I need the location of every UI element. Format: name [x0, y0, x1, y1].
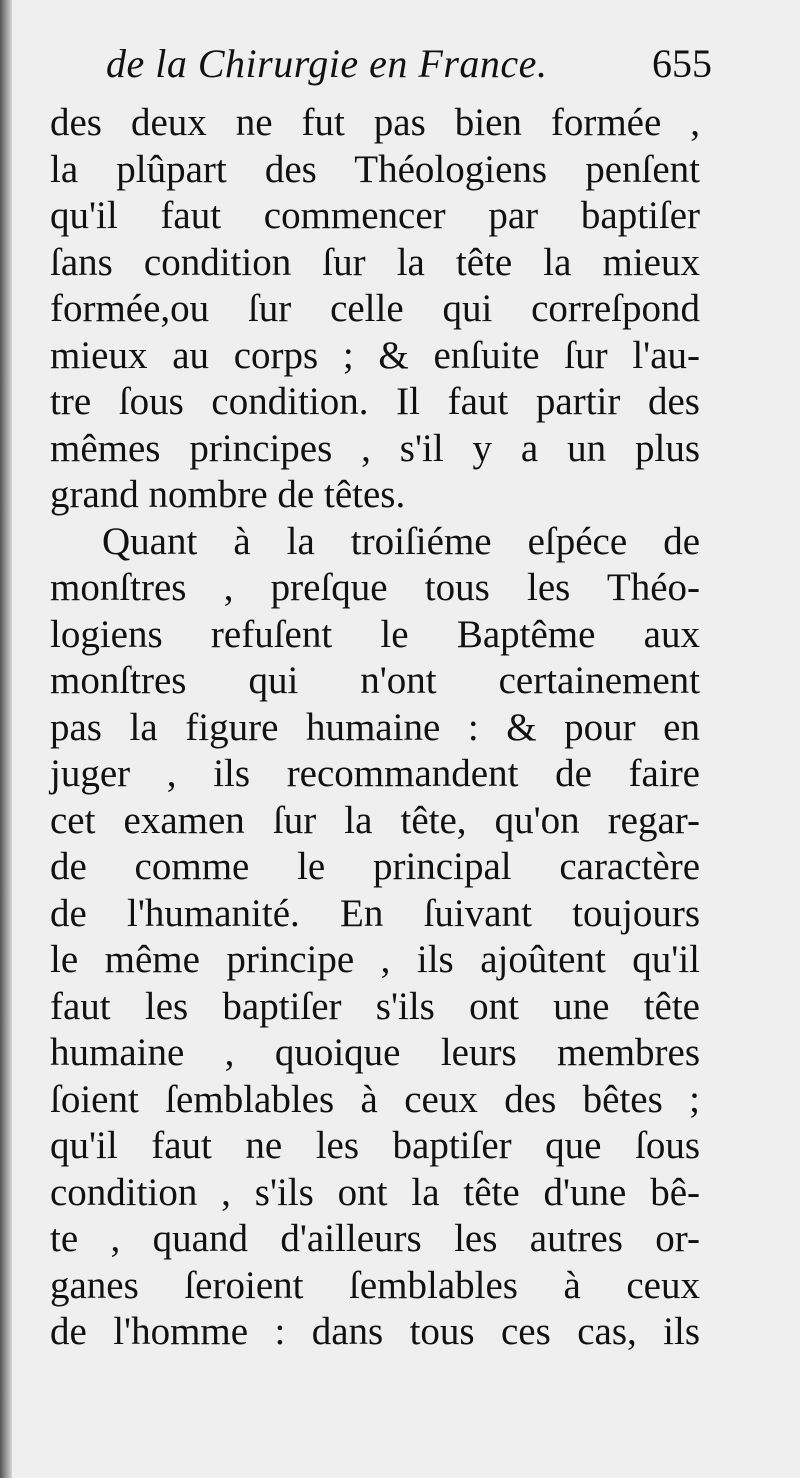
- text-line: juger , ils recommandent de faire: [50, 752, 700, 795]
- text-line: la plûpart des Théologiens penſent: [50, 147, 700, 191]
- text-line: ſoient ſemblables à ceux des bêtes ;: [50, 1077, 700, 1121]
- body-text: [50, 100, 700, 1356]
- text-line: de comme le principal caractère: [50, 845, 700, 888]
- text-line: qu'il faut commencer par baptiſer: [50, 194, 700, 237]
- text-line: monſtres qui n'ont certainement: [50, 659, 700, 702]
- text-line: des deux ne fut pas bien formée ,: [50, 101, 700, 144]
- text-line: grand nombre de têtes.: [50, 473, 406, 516]
- text-line: le même principe , ils ajoûtent qu'il: [50, 938, 700, 981]
- text-line: ſans condition ſur la tête la mieux: [50, 240, 700, 284]
- text-line: tre ſous condition. Il faut partir des: [50, 380, 700, 423]
- text-line: te , quand d'ailleurs les autres or-: [50, 1217, 700, 1260]
- text-line: ganes ſeroient ſemblables à ceux: [50, 1263, 700, 1307]
- text-line: monſtres , preſque tous les Théo-: [50, 566, 700, 609]
- text-line: de l'humanité. En ſuivant toujours: [50, 891, 700, 935]
- text-line: formée,ou ſur celle qui correſpond: [50, 287, 700, 330]
- paragraph-continued: [50, 100, 700, 519]
- text-line: qu'il faut ne les baptiſer que ſous: [50, 1124, 700, 1167]
- page-header: [106, 40, 712, 100]
- text-line: pas la figure humaine : & pour en: [50, 705, 700, 749]
- text-line: cet examen ſur la tête, qu'on regar-: [50, 798, 700, 842]
- page-number: 655: [652, 41, 712, 86]
- page-gutter: [0, 0, 12, 1478]
- text-line: mieux au corps ; & enſuite ſur l'au-: [50, 333, 700, 377]
- running-title: de la Chirurgie en France.: [106, 41, 548, 86]
- text-line: de l'homme : dans tous ces cas, ils: [50, 1310, 700, 1353]
- text-line: faut les baptiſer s'ils ont une tête: [50, 984, 700, 1028]
- text-line: Quant à la troiſiéme eſpéce de: [102, 519, 700, 563]
- text-line: humaine , quoique leurs membres: [50, 1031, 700, 1074]
- text-line: logiens refuſent le Baptême aux: [50, 612, 700, 656]
- text-line: condition , s'ils ont la tête d'une bê-: [50, 1170, 700, 1214]
- text-line: mêmes principes , s'il y a un plus: [50, 426, 700, 470]
- paragraph-monsters: [50, 519, 700, 1356]
